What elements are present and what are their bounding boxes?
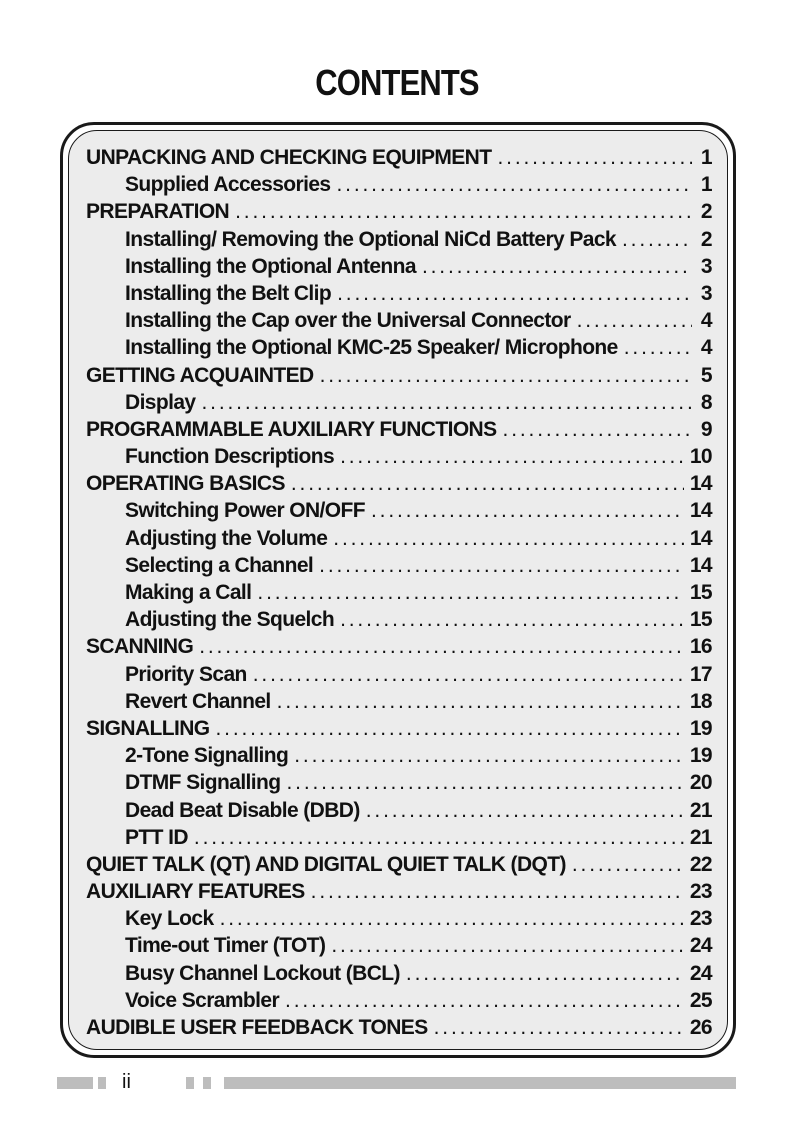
page-title: CONTENTS: [315, 62, 479, 103]
toc-entry-title: Selecting a Channel: [125, 553, 314, 577]
toc-entry-page: 15: [689, 581, 712, 604]
toc-entry-title: Display: [125, 390, 196, 414]
dot-leader: [366, 797, 684, 824]
dot-leader: [199, 633, 684, 660]
toc-entry-page: 23: [689, 907, 712, 931]
toc-entry-page: 10: [689, 445, 712, 469]
toc-entry-title: QUIET TALK (QT) AND DIGITAL QUIET TALK (DQT): [86, 852, 566, 876]
toc-entry-title: 2-Tone Signalling: [125, 744, 289, 768]
toc-entry-title: Adjusting the Squelch: [125, 608, 335, 632]
dot-leader: [294, 742, 684, 769]
dot-leader: [235, 198, 692, 225]
toc-entry-title: SIGNALLING: [86, 716, 210, 740]
toc-subentry[interactable]: [86, 688, 712, 715]
toc-entry-page: 17: [689, 662, 712, 686]
toc-entry-title: OPERATING BASICS: [86, 472, 285, 496]
toc-subentry[interactable]: [86, 443, 712, 470]
dot-leader: [253, 661, 684, 688]
dot-leader: [311, 878, 684, 905]
dot-leader: [337, 280, 692, 307]
dot-leader: [286, 769, 683, 796]
toc-entry-page: 8: [700, 390, 712, 414]
dot-leader: [220, 905, 684, 932]
dot-leader: [371, 497, 684, 524]
toc-entry[interactable]: [86, 198, 712, 225]
toc-entry[interactable]: [86, 715, 712, 742]
toc-entry-page: 1: [700, 173, 712, 197]
toc-entry-title: DTMF Signalling: [125, 771, 281, 795]
toc-entry-title: Installing the Cap over the Universal Connector: [125, 309, 571, 333]
footer-bar-segment: [224, 1077, 736, 1089]
toc-entry-title: Dead Beat Disable (DBD): [125, 798, 360, 822]
toc-entry-title: Switching Power ON/OFF: [125, 499, 365, 523]
toc-entry-page: 21: [689, 798, 712, 822]
toc-subentry[interactable]: [86, 769, 712, 796]
toc-entry-page: 20: [689, 771, 712, 795]
toc-entry-page: 14: [689, 526, 712, 550]
toc-subentry[interactable]: [86, 307, 712, 334]
toc-entry-title: PREPARATION: [86, 200, 230, 224]
dot-leader: [406, 960, 684, 987]
toc-entry-title: AUXILIARY FEATURES: [86, 880, 305, 904]
toc-entry-page: 22: [689, 852, 712, 876]
dot-leader: [503, 416, 692, 443]
toc-entry-page: 2: [700, 227, 712, 251]
toc-entry-title: Voice Scrambler: [125, 988, 280, 1012]
toc-entry[interactable]: [86, 144, 712, 171]
toc-subentry[interactable]: [86, 552, 712, 579]
dot-leader: [336, 171, 692, 198]
toc-entry-page: 5: [700, 363, 712, 387]
toc-subentry[interactable]: [86, 280, 712, 307]
toc-entry-page: 19: [689, 744, 712, 768]
toc-entry-title: PTT ID: [125, 825, 188, 849]
toc-entry-page: 18: [689, 689, 712, 713]
dot-leader: [319, 552, 684, 579]
footer-bar-segment: [57, 1077, 93, 1089]
toc-entry-title: Revert Channel: [125, 689, 271, 713]
dot-leader: [572, 851, 684, 878]
toc-entry-page: 26: [689, 1016, 712, 1039]
toc-entry-title: UNPACKING AND CHECKING EQUIPMENT: [86, 146, 492, 169]
toc-entry-page: 15: [689, 608, 712, 632]
dot-leader: [333, 525, 684, 552]
toc-entry-title: Priority Scan: [125, 662, 247, 686]
toc-entry-page: 14: [689, 472, 712, 496]
toc-subentry[interactable]: [86, 171, 712, 198]
toc-entry-title: Installing the Belt Clip: [125, 281, 332, 305]
dot-leader: [434, 1014, 684, 1041]
dot-leader: [194, 824, 684, 851]
toc-entry-page: 25: [689, 988, 712, 1012]
toc-entry-title: Supplied Accessories: [125, 173, 331, 197]
toc-entry[interactable]: [86, 362, 712, 389]
dot-leader: [422, 253, 692, 280]
toc-entry[interactable]: [86, 470, 712, 497]
toc-entry-title: PROGRAMMABLE AUXILIARY FUNCTIONS: [86, 417, 497, 441]
toc-entry-page: 4: [700, 336, 712, 360]
toc-entry-title: Installing the Optional KMC-25 Speaker/ Microphone: [125, 336, 618, 360]
toc-subentry[interactable]: [86, 661, 712, 688]
toc-subentry[interactable]: [86, 905, 712, 932]
toc-entry-page: 24: [689, 961, 712, 985]
toc-subentry[interactable]: [86, 742, 712, 769]
toc-entry-title: AUDIBLE USER FEEDBACK TONES: [86, 1016, 428, 1039]
dot-leader: [257, 579, 683, 606]
toc-entry[interactable]: [86, 878, 712, 905]
toc-subentry[interactable]: [86, 960, 712, 987]
toc-entry-title: Busy Channel Lockout (BCL): [125, 961, 400, 985]
toc-entry-page: 19: [689, 716, 712, 740]
page-number: ii: [122, 1071, 131, 1093]
dot-leader: [497, 144, 692, 171]
toc-subentry[interactable]: [86, 525, 712, 552]
toc-entry-page: 2: [700, 200, 712, 224]
dot-leader: [202, 389, 693, 416]
toc-entry-page: 9: [700, 417, 712, 441]
toc-entry-title: Installing the Optional Antenna: [125, 254, 416, 278]
toc-entry[interactable]: [86, 1014, 712, 1041]
toc-entry-title: Function Descriptions: [125, 445, 335, 469]
dot-leader: [277, 688, 684, 715]
toc-entry-page: 3: [700, 254, 712, 278]
toc-entry-title: Adjusting the Volume: [125, 526, 328, 550]
toc-subentry[interactable]: [86, 497, 712, 524]
footer-bar-segment: [203, 1077, 211, 1089]
toc-subentry[interactable]: [86, 824, 712, 851]
toc-subentry[interactable]: [86, 389, 712, 416]
dot-leader: [320, 362, 692, 389]
toc-entry-page: 24: [689, 934, 712, 958]
toc-entry-page: 23: [689, 880, 712, 904]
toc-entry-title: Making a Call: [125, 581, 252, 604]
toc-subentry[interactable]: [86, 579, 712, 606]
dot-leader: [577, 307, 692, 334]
toc-subentry[interactable]: [86, 334, 712, 361]
dot-leader: [291, 470, 684, 497]
toc-entry-page: 14: [689, 499, 712, 523]
toc-subentry[interactable]: [86, 606, 712, 633]
toc-entry-title: Installing/ Removing the Optional NiCd Battery Pack: [125, 227, 616, 251]
toc-subentry[interactable]: [86, 932, 712, 959]
toc-subentry[interactable]: [86, 797, 712, 824]
toc-entry-page: 16: [689, 635, 712, 659]
dot-leader: [622, 226, 692, 253]
toc-entry-page: 3: [700, 281, 712, 305]
table-of-contents: [86, 144, 712, 1041]
dot-leader: [216, 715, 684, 742]
footer-bar-segment: [98, 1077, 106, 1089]
toc-subentry[interactable]: [86, 253, 712, 280]
toc-subentry[interactable]: [86, 987, 712, 1014]
toc-subentry[interactable]: [86, 226, 712, 253]
toc-entry-title: SCANNING: [86, 635, 194, 659]
dot-leader: [624, 334, 692, 361]
toc-entry[interactable]: [86, 851, 712, 878]
toc-entry-page: 14: [689, 553, 712, 577]
toc-entry-page: 1: [700, 146, 712, 169]
dot-leader: [340, 443, 684, 470]
dot-leader: [285, 987, 684, 1014]
dot-leader: [340, 606, 684, 633]
toc-entry-page: 21: [689, 825, 712, 849]
dot-leader: [331, 932, 683, 959]
toc-entry[interactable]: [86, 416, 712, 443]
toc-entry-page: 4: [700, 309, 712, 333]
footer-bar-segment: [186, 1077, 194, 1089]
toc-entry-title: GETTING ACQUAINTED: [86, 363, 314, 387]
toc-entry-title: Key Lock: [125, 907, 214, 931]
toc-entry-title: Time-out Timer (TOT): [125, 934, 326, 958]
toc-entry[interactable]: [86, 633, 712, 660]
